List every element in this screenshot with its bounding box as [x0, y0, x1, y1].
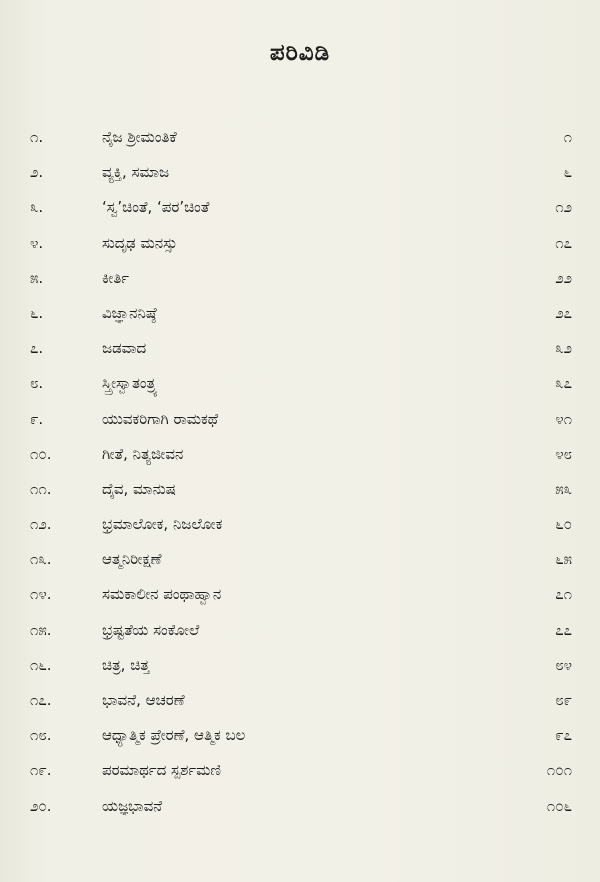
toc-entry: [0, 472, 600, 507]
chapter-title: ದೈವ, ಮಾನುಷ: [102, 479, 176, 498]
chapter-title: ಸುದೃಢ ಮನಸ್ಸು: [102, 233, 178, 252]
chapter-number: ೧೪.: [30, 585, 52, 604]
chapter-title: ಭ್ರಮಾಲೋಕ, ನಿಜಲೋಕ: [102, 515, 223, 534]
chapter-number: ೯.: [30, 409, 44, 428]
chapter-title: ಭ್ರಷ್ಟತೆಯ ಸಂಕೋಲೆ: [102, 620, 200, 639]
chapter-title: ಪರಮಾರ್ಥದ ಸ್ಪರ್ಶಮಣಿ: [102, 761, 222, 780]
toc-entry: [0, 613, 600, 648]
chapter-title: ಯಜ್ಞಭಾವನೆ: [102, 796, 163, 815]
chapter-title: ಗೀತೆ, ನಿತ್ಯಜೀವನ: [102, 444, 184, 463]
toc-entry: [0, 507, 600, 542]
page-title: ಪರಿವಿಡಿ: [269, 40, 331, 66]
chapter-number: ೧೫.: [30, 620, 52, 639]
toc-entry: [0, 437, 600, 472]
toc-entry: [0, 226, 600, 261]
chapter-title: ಜಡವಾದ: [102, 339, 147, 358]
page-number: ೭೧: [555, 585, 572, 604]
chapter-number: ೧೬.: [30, 655, 52, 674]
chapter-title: ಸಮಕಾಲೀನ ಪಂಥಾಹ್ವಾನ: [102, 585, 222, 604]
chapter-title: ಸ್ತ್ರೀಸ್ವಾತಂತ್ರ್ಯ: [102, 374, 158, 393]
page-number: ೪೧: [555, 409, 572, 428]
page-number: ೬೦: [555, 515, 572, 534]
page-number: ೨೨: [555, 268, 572, 287]
chapter-number: ೫.: [30, 268, 44, 287]
chapter-number: ೪.: [30, 233, 44, 252]
page-number: ೧೦೬: [546, 796, 572, 815]
toc-entry: [0, 120, 600, 155]
toc-entry: [0, 753, 600, 788]
chapter-title: ಆಧ್ಯಾತ್ಮಿಕ ಪ್ರೇರಣೆ, ಆತ್ಮಿಕ ಬಲ: [102, 726, 246, 745]
page-number: ೨೭: [555, 303, 572, 322]
chapter-number: ೧.: [30, 128, 44, 146]
chapter-number: ೬.: [30, 303, 44, 322]
chapter-title: ‘ಸ್ವ’ಚಿಂತೆ, ‘ಪರ’ಚಿಂತೆ: [102, 198, 210, 217]
chapter-title: ವಿಜ್ಞಾನನಿಷ್ಠೆ: [102, 303, 157, 322]
chapter-number: ೨.: [30, 163, 44, 182]
page-number: ೮೯: [555, 691, 572, 709]
toc-entry: [0, 261, 600, 296]
page-number: ೮೪: [555, 655, 572, 674]
toc-entry: [0, 683, 600, 718]
page-number: ೧: [563, 128, 572, 146]
toc-entry: [0, 190, 600, 225]
toc-entry: [0, 789, 600, 824]
chapter-title: ಚಿತ್ರ, ಚಿತ್ತ: [102, 655, 150, 674]
page-number: ೯೭: [555, 726, 572, 745]
chapter-number: ೩.: [30, 198, 44, 217]
chapter-number: ೨೦.: [30, 796, 52, 815]
page-number: ೭೭: [555, 620, 572, 639]
page-number: ೧೭: [555, 233, 572, 252]
toc-entry: [0, 155, 600, 190]
page-number: ೧೦೧: [546, 761, 572, 780]
chapter-title: ಆತ್ಮನಿರೀಕ್ಷಣೆ: [102, 550, 162, 569]
toc-entry: [0, 402, 600, 437]
chapter-title: ನೈಜ ಶ್ರೀಮಂತಿಕೆ: [102, 128, 177, 146]
toc-entry: [0, 542, 600, 577]
page-number: ೪೮: [555, 444, 572, 463]
page-number: ೩೨: [555, 339, 572, 358]
chapter-number: ೧೩.: [30, 550, 52, 569]
page-number: ೧೨: [555, 198, 572, 217]
chapter-number: ೧೭.: [30, 691, 52, 709]
page-number: ೫೩: [555, 479, 572, 498]
page-number: ೬: [563, 163, 572, 182]
chapter-number: ೧೨.: [30, 515, 52, 534]
chapter-number: ೧೮.: [30, 726, 52, 745]
chapter-title: ಕೀರ್ತಿ: [102, 268, 130, 287]
chapter-number: ೧೯.: [30, 761, 52, 780]
page-number: ೬೫: [555, 550, 572, 569]
chapter-number: ೧೧.: [30, 479, 52, 498]
chapter-number: ೧೦.: [30, 444, 52, 463]
chapter-title: ಯುವಕರಿಗಾಗಿ ರಾಮಕಥೆ: [102, 409, 219, 428]
toc-entry: [0, 366, 600, 401]
toc-entry: [0, 648, 600, 683]
page-number: ೩೭: [555, 374, 572, 393]
toc-entry: [0, 577, 600, 612]
toc-entry: [0, 296, 600, 331]
toc-entry: [0, 331, 600, 366]
chapter-title: ಭಾವನೆ, ಆಚರಣೆ: [102, 691, 185, 709]
table-of-contents: [0, 120, 600, 824]
chapter-number: ೭.: [30, 339, 44, 358]
toc-entry: [0, 718, 600, 753]
chapter-number: ೮.: [30, 374, 44, 393]
chapter-title: ವ್ಯಕ್ತಿ, ಸಮಾಜ: [102, 163, 170, 182]
